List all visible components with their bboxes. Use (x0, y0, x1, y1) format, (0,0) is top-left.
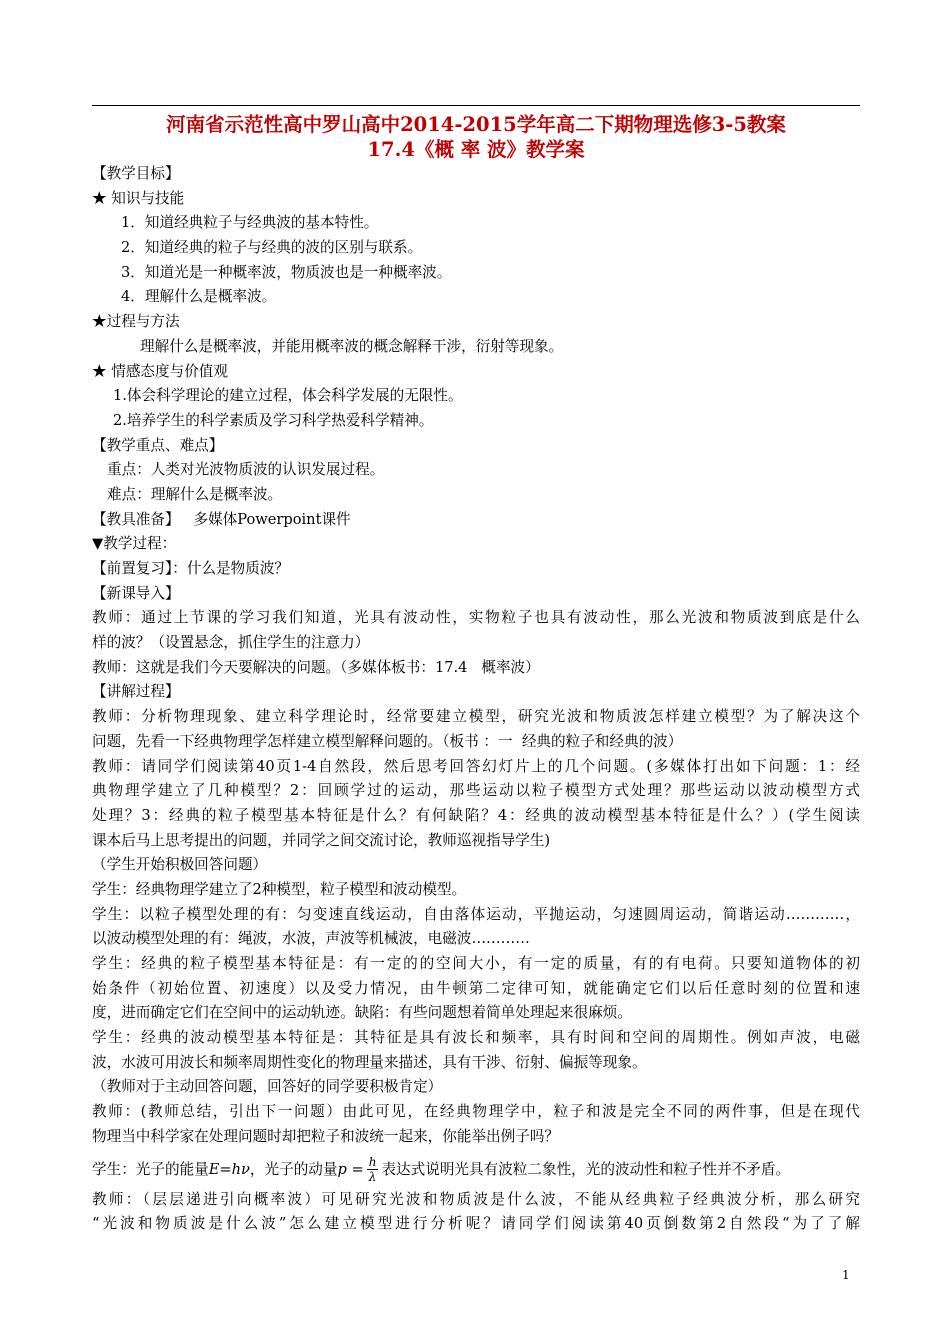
paragraph-line: 始条件（初始位置、初速度）以及受力情况，由牛顿第二定律可知，就能确定它们以后任意时刻的位置和速 (92, 979, 860, 997)
fraction-denominator: λ (368, 1170, 377, 1184)
paragraph-line: 教师：通过上节课的学习我们知道，光具有波动性，实物粒子也具有波动性，那么光波和物质波到底是什么 (92, 609, 860, 627)
formula-text: 表达式说明光具有波粒二象性，光的波动性和粒子性并不矛盾。 (381, 1160, 791, 1178)
subheading-knowledge: ★ 知识与技能 (92, 189, 185, 207)
paragraph-line: “光波和物质波是什么波”怎么建立模型进行分析呢？请同学们阅读第40页倒数第2自然段“为了了解 (92, 1215, 860, 1233)
document-title: 河南省示范性高中罗山高中2014-2015学年高二下期物理选修3-5教案 (166, 113, 786, 136)
paragraph-line: 以波动模型处理的有：绳波，水波，声波等机械波，电磁波………… (92, 930, 530, 948)
section-heading-process: ▼教学过程： (92, 535, 177, 553)
list-item: 3．知道光是一种概率波，物质波也是一种概率波。 (121, 263, 452, 281)
section-heading-intro: 【新课导入】 (92, 584, 180, 602)
section-heading-lecture: 【讲解过程】 (92, 683, 180, 701)
paragraph-line: （教师对于主动回答问题，回答好的同学要积极肯定） (92, 1078, 443, 1096)
paragraph-line: 课本后马上思考提出的问题，并同学之间交流讨论，教师巡视指导学生) (92, 831, 551, 849)
paragraph-line: 教师：（层层递进引向概率波）可见研究光波和物质波是什么波，不能从经典粒子经典波分析，那么研究 (92, 1190, 860, 1208)
page-number: 1 (842, 1268, 850, 1282)
paragraph-line: 教师：请同学们阅读第40页1-4自然段，然后思考回答幻灯片上的几个问题。(多媒体打出如下问题：1：经 (92, 757, 860, 775)
section-heading-keypoints: 【教学重点、难点】 (92, 436, 224, 454)
paragraph-line: 样的波？（设置悬念，抓住学生的注意力） (92, 634, 370, 652)
paragraph-line: 难点：理解什么是概率波。 (107, 485, 283, 503)
paragraph-line: 理解什么是概率波，并能用概率波的概念解释干涉，衍射等现象。 (140, 337, 564, 355)
subheading-process: ★过程与方法 (92, 313, 180, 331)
section-heading-review: 【前置复习】：什么是物质波？ (92, 560, 290, 577)
paragraph-line: 学生：经典的波动模型基本特征是：其特征是具有波长和频率，具有时间和空间的周期性。例如声波，电磁 (92, 1029, 860, 1047)
energy-formula: E=hν (208, 1160, 250, 1178)
header-rule (92, 105, 860, 106)
paragraph-line: 物理当中科学家在处理问题时却把粒子和波统一起来，你能举出例子吗？ (92, 1127, 560, 1145)
paragraph-line: 处理？3：经典的粒子模型基本特征是什么？有何缺陷？4：经典的波动模型基本特征是什么？）(学生阅读 (92, 806, 860, 824)
list-item: 2．知道经典的粒子与经典的波的区别与联系。 (121, 239, 423, 257)
section-heading-objectives: 【教学目标】 (92, 165, 180, 182)
paragraph-line: 度，进而确定它们在空间中的运动轨迹。缺陷：有些问题想着简单处理起来很麻烦。 (92, 1004, 632, 1022)
paragraph-line: 问题，先看一下经典物理学怎样建立模型解释问题的。（板书 ：一 经典的粒子和经典的波） (92, 732, 683, 750)
subheading-attitude: ★ 情感态度与价值观 (92, 362, 228, 380)
paragraph-line: 典物理学建立了几种模型？2：回顾学过的运动，那些运动以粒子模型方式处理？那些运动以波动模型方式 (92, 782, 860, 800)
list-item: 1．知道经典粒子与经典波的基本特性。 (121, 214, 379, 232)
paragraph-line: 重点：人类对光波物质波的认识发展过程。 (107, 461, 385, 479)
list-item: 2.培养学生的科学素质及学习科学热爱科学精神。 (113, 411, 434, 429)
paragraph-line: 教师：(教师总结，引出下一问题）由此可见，在经典物理学中，粒子和波是完全不同的两件事，但是在现代 (92, 1103, 860, 1121)
list-item: 4．理解什么是概率波。 (121, 288, 277, 306)
fraction-numerator: h (368, 1155, 377, 1169)
document-body (92, 162, 860, 1237)
paragraph-line: 学生：以粒子模型处理的有：匀变速直线运动，自由落体运动，平抛运动，匀速圆周运动，简谐运动…………， (92, 905, 860, 923)
paragraph-line: 学生：经典物理学建立了2种模型，粒子模型和波动模型。 (92, 880, 467, 898)
formula-line (92, 1154, 860, 1186)
momentum-symbol: p = (337, 1160, 364, 1178)
list-item: 1.体会科学理论的建立过程，体会科学发展的无限性。 (113, 387, 463, 405)
momentum-fraction (367, 1155, 379, 1184)
paragraph-line: （学生开始积极回答问题） (92, 856, 268, 874)
paragraph-line: 教师：分析物理现象、建立科学理论时，经常要建立模型，研究光波和物质波怎样建立模型？为了解决这个 (92, 708, 860, 726)
lesson-title: 17.4《概 率 波》教学案 (367, 138, 585, 161)
paragraph-line: 学生：经典的粒子模型基本特征是：有一定的的空间大小，有一定的质量，有的有电荷。只要知道物体的初 (92, 955, 860, 972)
paragraph-line: 教师：这就是我们今天要解决的问题。（多媒体板书：17.4 概率波） (92, 658, 540, 676)
paragraph-line: 波，水波可用波长和频率周期性变化的物理量来描述，具有干涉、衍射、偏振等现象。 (92, 1053, 647, 1071)
formula-text: ，光子的动量 (249, 1160, 338, 1178)
section-heading-tools: 【教具准备】 多媒体Powerpoint课件 (92, 510, 351, 528)
formula-text: 学生：光子的能量 (92, 1160, 209, 1178)
